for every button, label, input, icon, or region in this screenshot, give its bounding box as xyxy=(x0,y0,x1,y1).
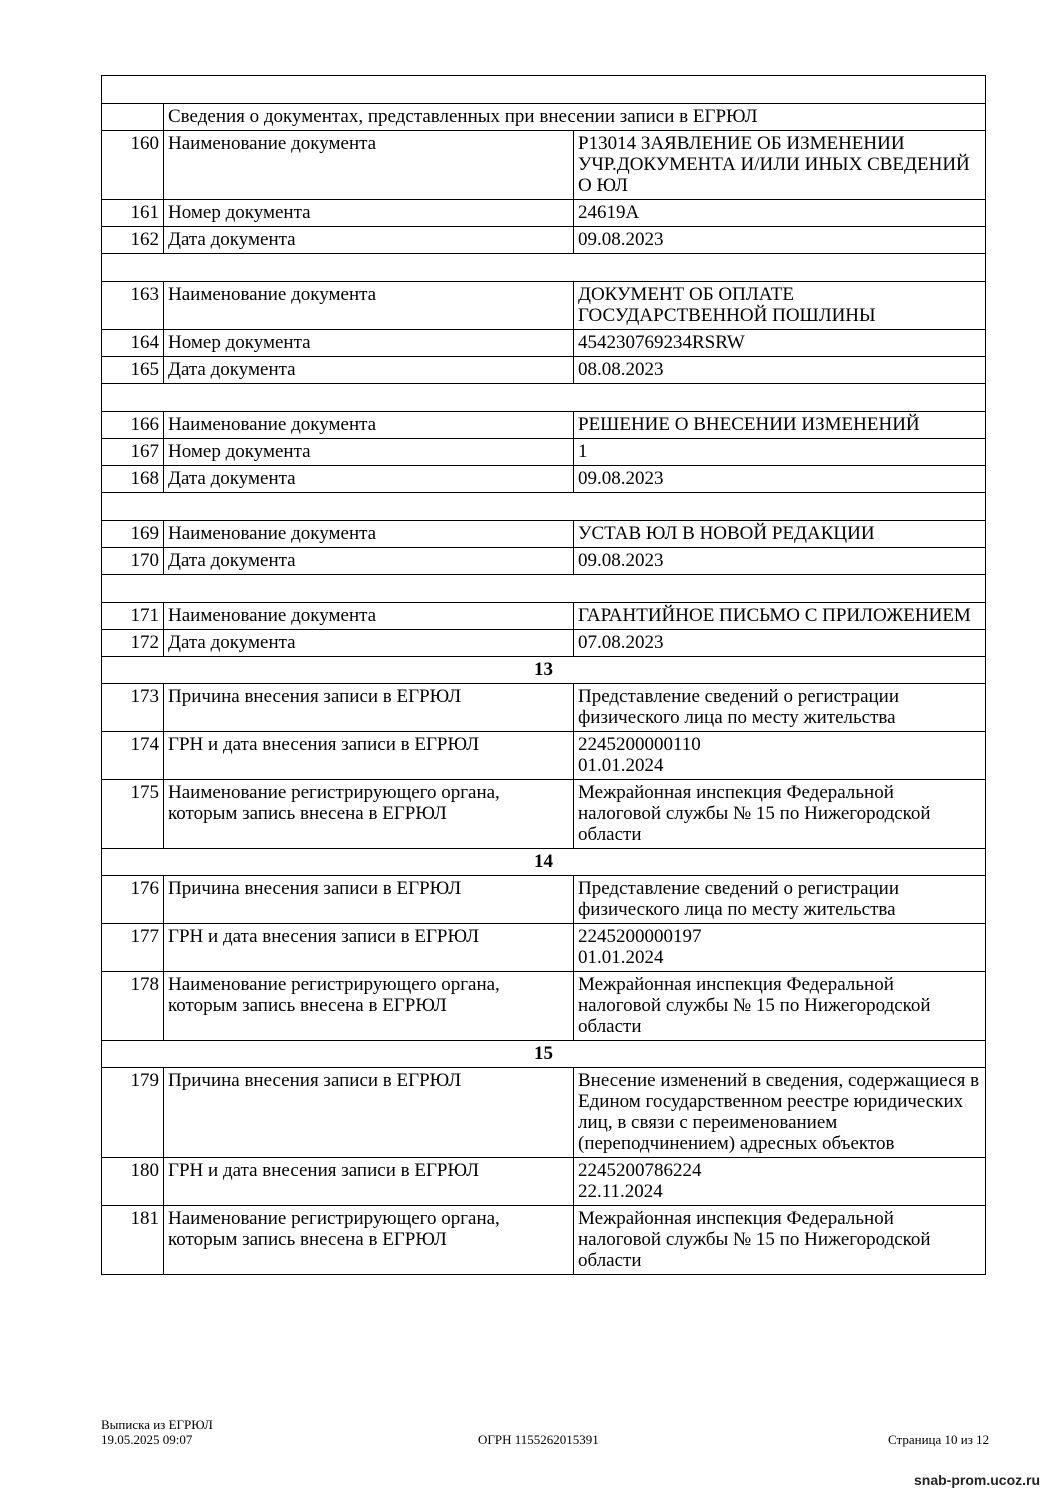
row-value: УСТАВ ЮЛ В НОВОЙ РЕДАКЦИИ xyxy=(574,521,986,548)
row-number: 177 xyxy=(102,924,164,972)
row-value: 2245200000110 01.01.2024 xyxy=(574,732,986,780)
row-number: 160 xyxy=(102,131,164,200)
row-value: 08.08.2023 xyxy=(574,357,986,384)
row-number: 161 xyxy=(102,200,164,227)
row-label: Наименование регистрирующего органа, которым запись внесена в ЕГРЮЛ xyxy=(164,972,574,1041)
table-row xyxy=(102,330,986,357)
footer-doc-title: Выписка из ЕГРЮЛ xyxy=(101,1417,213,1432)
separator-cell xyxy=(102,384,986,412)
row-label: Причина внесения записи в ЕГРЮЛ xyxy=(164,1068,574,1158)
footer-left xyxy=(101,1417,213,1447)
row-number: 171 xyxy=(102,603,164,630)
row-label: ГРН и дата внесения записи в ЕГРЮЛ xyxy=(164,1158,574,1206)
footer-page-number: Страница 10 из 12 xyxy=(888,1432,990,1447)
record-section-number: 14 xyxy=(102,849,986,876)
row-value: 454230769234RSRW xyxy=(574,330,986,357)
row-number: 176 xyxy=(102,876,164,924)
row-number: 166 xyxy=(102,412,164,439)
row-number: 179 xyxy=(102,1068,164,1158)
section-title-row xyxy=(102,104,986,131)
separator-cell xyxy=(102,493,986,521)
row-value: РЕШЕНИЕ О ВНЕСЕНИИ ИЗМЕНЕНИЙ xyxy=(574,412,986,439)
row-number: 178 xyxy=(102,972,164,1041)
row-value: Представление сведений о регистрации физического лица по месту жительства xyxy=(574,684,986,732)
table-row xyxy=(102,1158,986,1206)
table-row xyxy=(102,412,986,439)
row-number: 163 xyxy=(102,282,164,330)
row-label: Причина внесения записи в ЕГРЮЛ xyxy=(164,684,574,732)
row-number: 169 xyxy=(102,521,164,548)
row-label: Номер документа xyxy=(164,330,574,357)
row-label: Наименование документа xyxy=(164,603,574,630)
record-section-number: 13 xyxy=(102,657,986,684)
section-title: Сведения о документах, представленных при внесении записи в ЕГРЮЛ xyxy=(164,104,986,131)
table-row xyxy=(102,466,986,493)
row-number: 181 xyxy=(102,1206,164,1275)
table-row xyxy=(102,357,986,384)
group-separator-row xyxy=(102,575,986,603)
row-value: ДОКУМЕНТ ОБ ОПЛАТЕ ГОСУДАРСТВЕННОЙ ПОШЛИНЫ xyxy=(574,282,986,330)
row-label: Наименование документа xyxy=(164,412,574,439)
record-section-row xyxy=(102,849,986,876)
row-value: Межрайонная инспекция Федеральной налоговой службы № 15 по Нижегородской области xyxy=(574,972,986,1041)
table-row xyxy=(102,200,986,227)
row-value: Межрайонная инспекция Федеральной налоговой службы № 15 по Нижегородской области xyxy=(574,1206,986,1275)
table-row xyxy=(102,603,986,630)
footer-datetime: 19.05.2025 09:07 xyxy=(101,1432,193,1447)
table-row xyxy=(102,924,986,972)
table-row xyxy=(102,439,986,466)
table-row xyxy=(102,972,986,1041)
row-label: Наименование документа xyxy=(164,282,574,330)
row-number: 170 xyxy=(102,548,164,575)
table-body xyxy=(102,76,986,1275)
row-value: Р13014 ЗАЯВЛЕНИЕ ОБ ИЗМЕНЕНИИ УЧР.ДОКУМЕНТА И/ИЛИ ИНЫХ СВЕДЕНИЙ О ЮЛ xyxy=(574,131,986,200)
row-label: Дата документа xyxy=(164,630,574,657)
row-value: Межрайонная инспекция Федеральной налоговой службы № 15 по Нижегородской области xyxy=(574,780,986,849)
table-row xyxy=(102,732,986,780)
table-row xyxy=(102,1068,986,1158)
group-separator-row xyxy=(102,493,986,521)
row-number: 180 xyxy=(102,1158,164,1206)
row-number: 173 xyxy=(102,684,164,732)
section-title-num-cell xyxy=(102,104,164,131)
table-row xyxy=(102,282,986,330)
table-row xyxy=(102,548,986,575)
row-value: 09.08.2023 xyxy=(574,466,986,493)
egrul-extract-table xyxy=(101,75,986,1275)
row-value: Внесение изменений в сведения, содержащиеся в Едином государственном реестре юридических лиц, в связи с переименованием (переподчинением) адресных объектов xyxy=(574,1068,986,1158)
row-label: Наименование документа xyxy=(164,131,574,200)
row-number: 167 xyxy=(102,439,164,466)
record-section-row xyxy=(102,657,986,684)
watermark: snab-prom.ucoz.ru xyxy=(914,1472,1041,1488)
table-row xyxy=(102,521,986,548)
row-label: Номер документа xyxy=(164,439,574,466)
row-label: Наименование регистрирующего органа, которым запись внесена в ЕГРЮЛ xyxy=(164,1206,574,1275)
row-value: 07.08.2023 xyxy=(574,630,986,657)
table-row xyxy=(102,876,986,924)
row-value: 2245200786224 22.11.2024 xyxy=(574,1158,986,1206)
row-label: Номер документа xyxy=(164,200,574,227)
row-value: Представление сведений о регистрации физического лица по месту жительства xyxy=(574,876,986,924)
row-value: 09.08.2023 xyxy=(574,548,986,575)
table-row xyxy=(102,227,986,254)
row-label: Дата документа xyxy=(164,466,574,493)
row-number: 172 xyxy=(102,630,164,657)
record-section-number: 15 xyxy=(102,1041,986,1068)
group-separator-row xyxy=(102,254,986,282)
footer-ogrn: ОГРН 1155262015391 xyxy=(478,1432,599,1447)
row-number: 168 xyxy=(102,466,164,493)
row-number: 162 xyxy=(102,227,164,254)
row-label: Наименование регистрирующего органа, которым запись внесена в ЕГРЮЛ xyxy=(164,780,574,849)
row-value: ГАРАНТИЙНОЕ ПИСЬМО С ПРИЛОЖЕНИЕМ xyxy=(574,603,986,630)
blank-cell xyxy=(102,76,986,104)
row-label: Дата документа xyxy=(164,548,574,575)
row-label: Дата документа xyxy=(164,227,574,254)
table-row xyxy=(102,630,986,657)
record-section-row xyxy=(102,1041,986,1068)
separator-cell xyxy=(102,575,986,603)
row-label: ГРН и дата внесения записи в ЕГРЮЛ xyxy=(164,732,574,780)
group-separator-row xyxy=(102,384,986,412)
row-label: ГРН и дата внесения записи в ЕГРЮЛ xyxy=(164,924,574,972)
table-row xyxy=(102,1206,986,1275)
row-number: 165 xyxy=(102,357,164,384)
row-number: 174 xyxy=(102,732,164,780)
row-value: 2245200000197 01.01.2024 xyxy=(574,924,986,972)
row-label: Причина внесения записи в ЕГРЮЛ xyxy=(164,876,574,924)
table-row xyxy=(102,684,986,732)
row-value: 09.08.2023 xyxy=(574,227,986,254)
table-row xyxy=(102,131,986,200)
separator-cell xyxy=(102,254,986,282)
row-number: 175 xyxy=(102,780,164,849)
row-number: 164 xyxy=(102,330,164,357)
row-label: Наименование документа xyxy=(164,521,574,548)
table-row xyxy=(102,780,986,849)
row-label: Дата документа xyxy=(164,357,574,384)
table-header-blank-row xyxy=(102,76,986,104)
row-value: 24619А xyxy=(574,200,986,227)
row-value: 1 xyxy=(574,439,986,466)
